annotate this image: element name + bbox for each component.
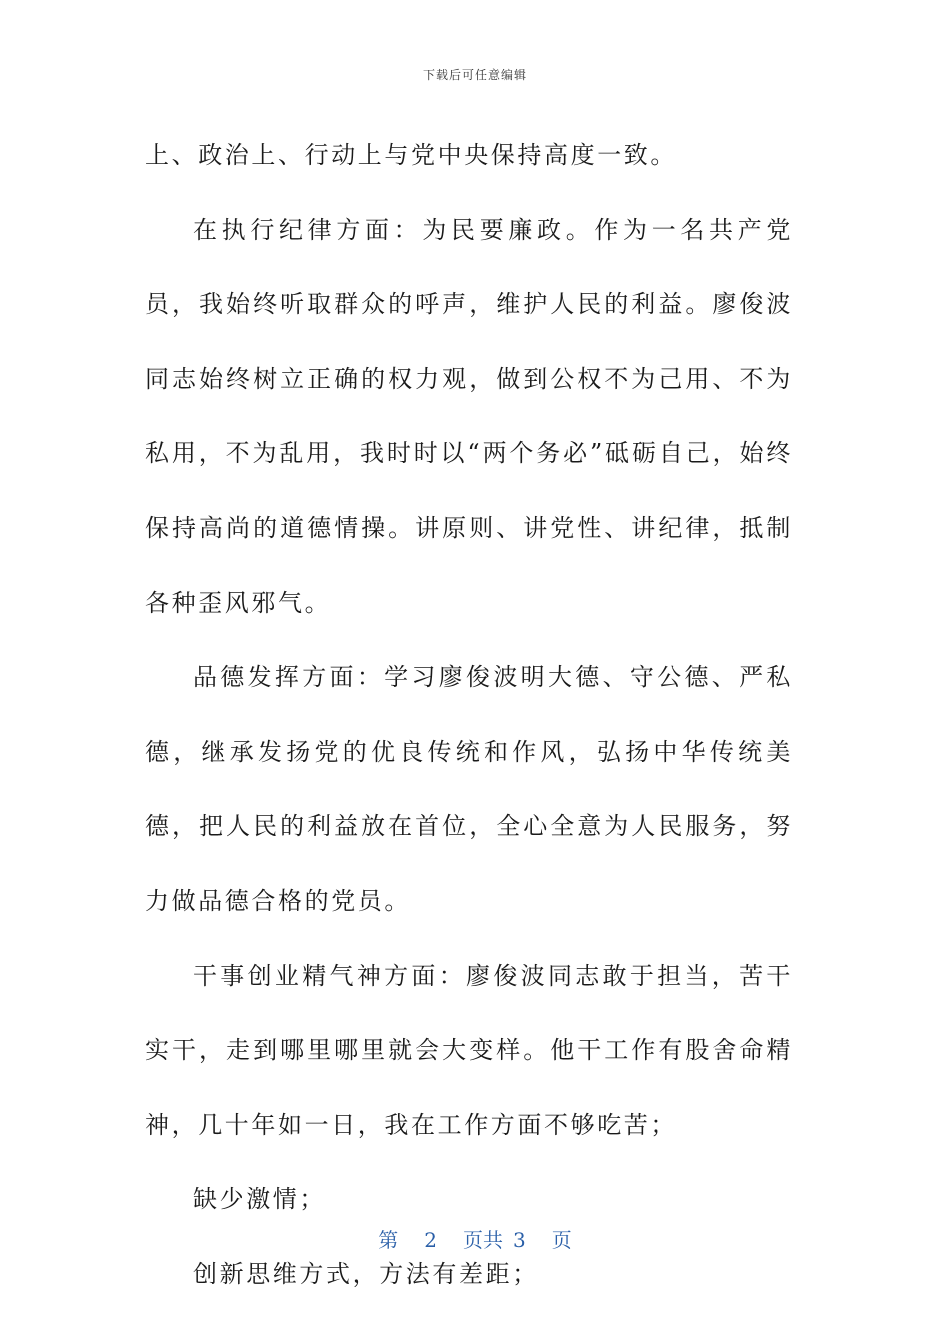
paragraph: 创新思维方式，方法有差距； [193,1259,539,1288]
footer-total-prefix: 页共 [463,1228,503,1252]
page-header: 下载后可任意编辑 [422,68,527,82]
document-body [145,118,793,1312]
paragraph: 干事创业精气神方面：廖俊波同志敢于担当，苦干实干，走到哪里哪里就会大变样。他干工作有股舍命精神，几十年如一日，我在工作方面不够吃苦； [145,961,793,1139]
footer-page-label: 第 [378,1228,399,1252]
paragraph: 在执行纪律方面：为民要廉政。作为一名共产党员，我始终听取群众的呼声，维护人民的利益。廖俊波同志始终树立正确的权力观，做到公权不为己用、不为私用，不为乱用，我时时以“两个务必”砥砺自己，始终保持高尚的道德情操。讲原则、讲党性、讲纪律，抵制各种歪风邪气。 [145,215,793,617]
footer-total-suffix: 页 [551,1228,572,1252]
paragraph: 品德发挥方面：学习廖俊波明大德、守公德、严私德，继承发扬党的优良传统和作风，弘扬中华传统美德，把人民的利益放在首位，全心全意为人民服务，努力做品德合格的党员。 [145,663,793,915]
page-footer [0,1224,950,1253]
paragraph: 上、政治上、行动上与党中央保持高度一致。 [145,141,677,169]
footer-current-page: 2 [424,1228,437,1252]
paragraph: 缺少激情； [193,1185,326,1214]
footer-total-pages: 3 [513,1228,526,1252]
